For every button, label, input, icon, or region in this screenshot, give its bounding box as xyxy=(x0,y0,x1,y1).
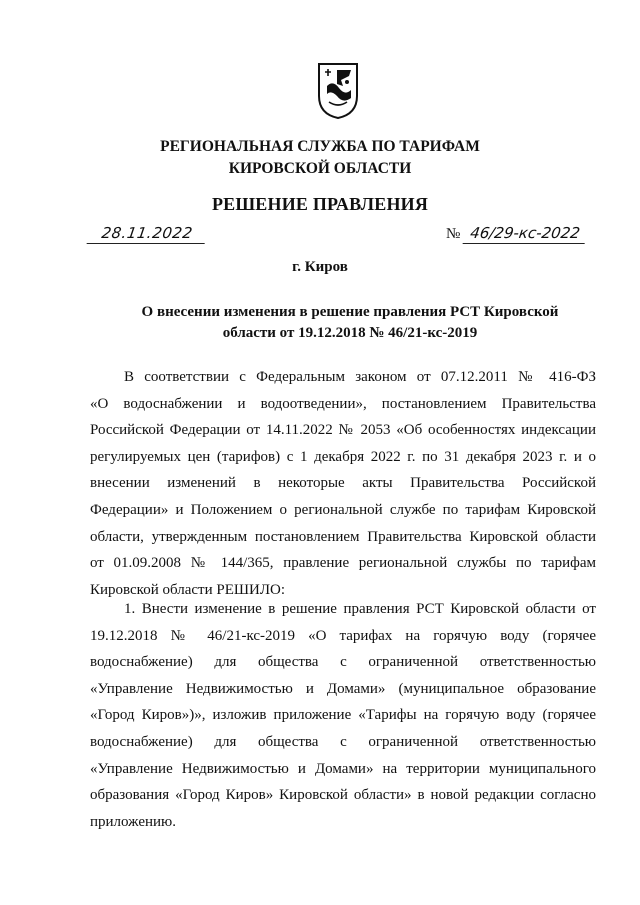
text-line: Федерации» и Положением о региональной службе по тарифам Кировской xyxy=(90,501,596,518)
paragraph-item-1 xyxy=(90,596,596,835)
text-line: 1. Внести изменение в решение правления РСТ Кировской области от xyxy=(124,601,596,617)
decision-number: 46/29-кс-2022 xyxy=(463,224,588,244)
text-line: «Управление Недвижимостью и Домами» (муниципальное образование xyxy=(90,680,596,697)
paragraph-preamble xyxy=(90,364,596,603)
text-line: приложению. xyxy=(90,813,177,830)
text-line: Российской Федерации от 14.11.2022 № 2053 «Об особенностях индексации xyxy=(90,422,596,439)
organization-name-line1: РЕГИОНАЛЬНАЯ СЛУЖБА ПО ТАРИФАМ xyxy=(160,138,480,155)
text-line: «Управление Недвижимостью и Домами» на территории муниципального xyxy=(90,760,596,777)
text-line: 19.12.2018 № 46/21-кс-2019 «О тарифах на горячую воду (горячее xyxy=(90,627,596,644)
coat-of-arms-emblem xyxy=(317,62,359,120)
document-title: РЕШЕНИЕ ПРАВЛЕНИЯ xyxy=(211,194,429,214)
text-line: образования «Город Киров» Кировской области» в новой редакции согласно xyxy=(90,787,596,804)
text-line: водоснабжение) для общества с ограниченной ответственностью xyxy=(90,733,596,750)
subject-line: области от 19.12.2018 № 46/21-кс-2019 xyxy=(222,325,478,341)
subject-line: О внесении изменения в решение правления РСТ Кировской xyxy=(141,304,559,320)
text-line: регулируемых цен (тарифов) с 1 декабря 2022 г. по 31 декабря 2023 г. и о xyxy=(90,448,596,465)
number-sign: № xyxy=(446,226,461,242)
organization-name-line2: КИРОВСКОЙ ОБЛАСТИ xyxy=(228,160,412,177)
text-line: водоснабжение) для общества с ограниченной ответственностью xyxy=(90,654,596,671)
text-line: области, утвержденным постановлением Правительства Кировской области xyxy=(90,528,596,545)
city: г. Киров xyxy=(292,259,348,275)
text-line: внесении изменений в некоторые акты Правительства Российской xyxy=(90,475,596,492)
text-line: Кировской области РЕШИЛО: xyxy=(90,581,286,598)
text-line: «Город Киров»)», изложив приложение «Тарифы на горячую воду (горячее xyxy=(90,707,596,724)
text-line: от 01.09.2008 № 144/365, правление региональной службы по тарифам xyxy=(90,555,596,572)
document-subject xyxy=(100,302,600,344)
text-line: В соответствии с Федеральным законом от 07.12.2011 № 416-ФЗ xyxy=(124,369,596,385)
decision-number-block xyxy=(446,224,598,244)
decision-date: 28.11.2022 xyxy=(87,224,208,244)
text-line: «О водоснабжении и водоотведении», постановлением Правительства xyxy=(90,395,596,412)
